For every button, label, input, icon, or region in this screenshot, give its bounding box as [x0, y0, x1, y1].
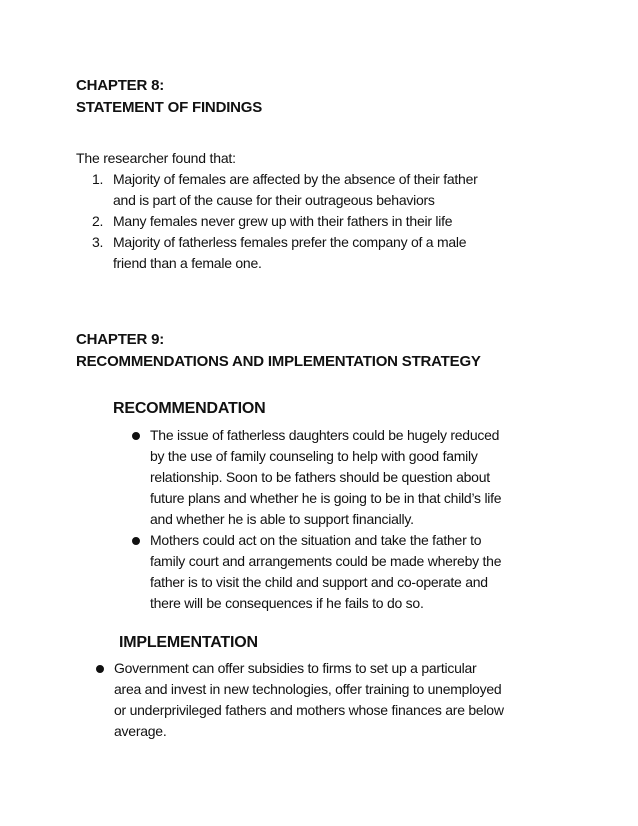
findings-list — [76, 169, 556, 274]
recommendation-text-line: Mothers could act on the situation and take the father to — [150, 532, 482, 548]
chapter-8-title: STATEMENT OF FINDINGS — [76, 99, 263, 116]
recommendation-text-line: relationship. Soon to be fathers should be question about — [150, 469, 490, 485]
finding-number: 1. — [92, 171, 104, 187]
findings-intro: The researcher found that: — [76, 150, 236, 166]
implementation-heading: IMPLEMENTATION — [119, 634, 258, 651]
recommendation-text-line: family court and arrangements could be made whereby the — [150, 553, 502, 569]
recommendation-text-line: by the use of family counseling to help with good family — [150, 448, 478, 464]
implementation-list — [92, 658, 572, 742]
bullet-icon — [132, 537, 140, 545]
recommendation-text-line: future plans and whether he is going to be in that child’s life — [150, 490, 502, 506]
finding-number: 2. — [92, 213, 104, 229]
bullet-icon — [96, 665, 104, 673]
chapter-9-heading — [76, 329, 481, 373]
bullet-icon — [132, 432, 140, 440]
recommendation-text-line: father is to visit the child and support and co-operate and — [150, 574, 488, 590]
finding-text-line: friend than a female one. — [113, 255, 262, 271]
chapter-9-title: RECOMMENDATIONS AND IMPLEMENTATION STRATEGY — [76, 353, 481, 370]
implementation-text-line: Government can offer subsidies to firms to set up a particular — [114, 660, 477, 676]
finding-text-line: Many females never grew up with their fathers in their life — [113, 213, 453, 229]
recommendation-heading: RECOMMENDATION — [113, 400, 266, 417]
implementation-item-1 — [92, 658, 572, 742]
implementation-text-line: or underprivileged fathers and mothers whose finances are below — [114, 702, 504, 718]
finding-item-2 — [76, 211, 556, 232]
finding-number: 3. — [92, 234, 104, 250]
recommendation-text-line: and whether he is able to support financially. — [150, 511, 414, 527]
finding-text-line: Majority of females are affected by the absence of their father — [113, 171, 478, 187]
finding-item-1 — [76, 169, 556, 211]
chapter-8-number: CHAPTER 8: — [76, 77, 165, 94]
finding-text-line: and is part of the cause for their outrageous behaviors — [113, 192, 435, 208]
chapter-9-number: CHAPTER 9: — [76, 331, 165, 348]
recommendation-item-2 — [130, 530, 590, 614]
recommendation-text-line: The issue of fatherless daughters could be hugely reduced — [150, 427, 500, 443]
recommendation-item-1 — [130, 425, 590, 530]
implementation-text-line: average. — [114, 723, 167, 739]
chapter-8-heading — [76, 75, 262, 119]
recommendation-list — [130, 425, 590, 614]
finding-item-3 — [76, 232, 556, 274]
finding-text-line: Majority of fatherless females prefer the company of a male — [113, 234, 467, 250]
recommendation-text-line: there will be consequences if he fails to do so. — [150, 595, 424, 611]
implementation-text-line: area and invest in new technologies, offer training to unemployed — [114, 681, 502, 697]
